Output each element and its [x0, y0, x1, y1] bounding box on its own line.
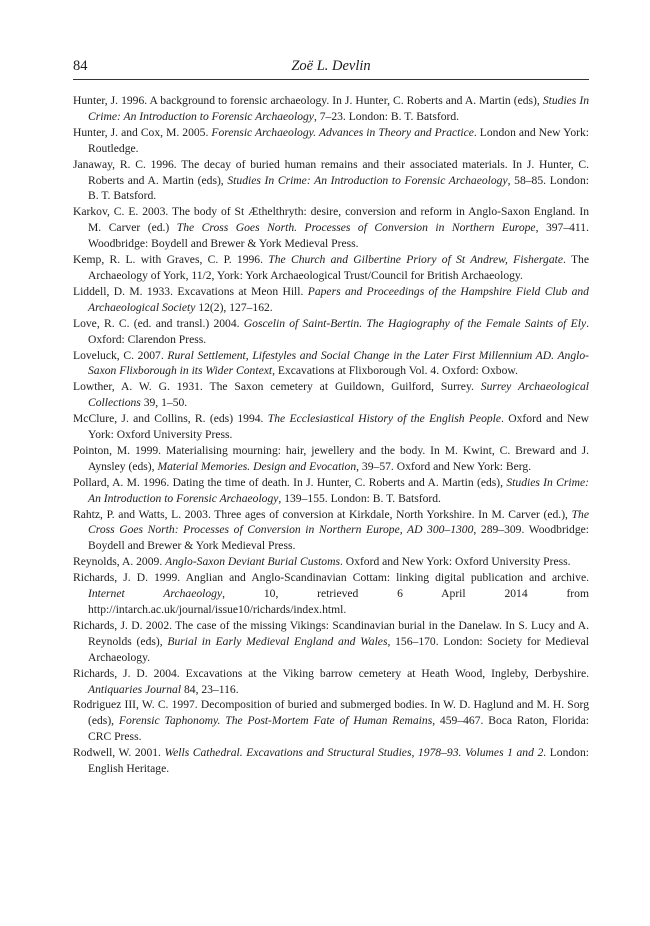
reference-text: , 139–155. London: B. T. Batsford.	[278, 491, 441, 505]
reference-text: . The Archaeology of York, 11/2, York: York Archaeological Trust/Council for British Archaeology.	[88, 253, 589, 282]
reference-text: 84, 23–116.	[181, 682, 239, 696]
reference-title: Studies In Crime: An Introduction to Forensic Archaeology	[88, 475, 589, 505]
reference-text: , Excavations at Flixborough Vol. 4. Oxford: Oxbow.	[272, 364, 518, 378]
reference-title: Material Memories. Design and Evocation	[157, 459, 357, 473]
header-rule	[73, 79, 589, 80]
reference-entry	[73, 252, 589, 284]
reference-title: Papers and Proceedings of the Hampshire Field Club and Archaeological Society	[88, 284, 589, 314]
reference-text: Pollard, A. M. 1996. Dating the time of death. In J. Hunter, C. Roberts and A. Martin (eds),	[73, 475, 507, 489]
reference-title: Wells Cathedral. Excavations and Structural Studies, 1978–93. Volumes 1 and 2	[164, 746, 544, 760]
running-head: Zoë L. Devlin	[291, 58, 371, 74]
reference-text: Love, R. C. (ed. and transl.) 2004.	[73, 316, 244, 330]
reference-title: Studies In Crime: An Introduction to Forensic Archaeology	[227, 173, 508, 187]
reference-text: Pointon, M. 1999. Materialising mourning: hair, jewellery and the body. In M. Kwint, C. Breward and J. Aynsley (eds),	[73, 443, 589, 473]
reference-title: Forensic Archaeology. Advances in Theory and Practice	[211, 125, 474, 139]
reference-entry	[73, 157, 589, 205]
reference-entry	[73, 204, 589, 252]
reference-title: Studies In Crime: An Introduction to Forensic Archaeology	[88, 94, 589, 123]
reference-text: 12(2), 127–162.	[195, 300, 273, 314]
reference-entry	[73, 507, 589, 555]
reference-title: Antiquaries Journal	[88, 682, 182, 696]
reference-entry	[73, 348, 589, 380]
reference-text: , 58–85. London: B. T. Batsford.	[88, 173, 589, 203]
reference-entry	[73, 379, 589, 411]
reference-text: Lowther, A. W. G. 1931. The Saxon cemetery at Guildown, Guilford, Surrey.	[73, 380, 481, 394]
reference-entry	[73, 554, 589, 570]
reference-text: . Oxford and New York: Oxford University Press.	[339, 555, 571, 569]
reference-text: Richards, J. D. 2004. Excavations at the Viking barrow cemetery at Heath Wood, Ingleby, Derbyshire.	[73, 666, 589, 680]
reference-text: Rodwell, W. 2001.	[73, 746, 165, 760]
reference-title: The Church and Gilbertine Priory of St Andrew, Fishergate	[268, 253, 563, 267]
reference-title: The Cross Goes North. Processes of Conversion in Northern Europe	[176, 221, 536, 235]
reference-entry	[73, 411, 589, 443]
reference-text: McClure, J. and Collins, R. (eds) 1994.	[73, 412, 268, 426]
reference-text: Rahtz, P. and Watts, L. 2003. Three ages of conversion at Kirkdale, North Yorkshire. In M. Carver (ed.),	[73, 507, 572, 521]
reference-title: Internet Archaeology	[88, 587, 223, 601]
reference-text: Hunter, J. 1996. A background to forensic archaeology. In J. Hunter, C. Roberts and A. Martin (eds),	[73, 94, 543, 107]
reference-text: 39, 1–50.	[140, 396, 188, 410]
reference-entry	[73, 93, 589, 125]
reference-text: Karkov, C. E. 2003. The body of St Æthelthryth: desire, conversion and reform in Anglo-Saxon England. In M. Carver (ed.)	[73, 205, 589, 235]
reference-text: . Oxford: Clarendon Press.	[88, 316, 589, 346]
reference-text: Richards, J. D. 1999. Anglian and Anglo-Scandinavian Cottam: linking digital publication and archive.	[73, 571, 589, 585]
reference-text: Kemp, R. L. with Graves, C. P. 1996.	[73, 253, 269, 267]
reference-title: Goscelin of Saint-Bertin. The Hagiography of the Female Saints of Ely	[243, 316, 587, 330]
reference-text: Liddell, D. M. 1933. Excavations at Meon Hill.	[73, 284, 308, 298]
reference-entry	[73, 570, 589, 618]
reference-entry	[73, 618, 589, 666]
reference-text: , 397–411. Woodbridge: Boydell and Brewer & York Medieval Press.	[88, 221, 589, 251]
reference-text: , 459–467. Boca Raton, Florida: CRC Press.	[88, 714, 589, 744]
reference-entry	[73, 443, 589, 475]
reference-title: The Ecclesiastical History of the English People	[267, 412, 502, 426]
reference-text: Loveluck, C. 2007.	[73, 348, 168, 362]
reference-title: The Cross Goes North: Processes of Conversion in Northern Europe, AD 300–1300	[88, 507, 589, 537]
reference-entry	[73, 697, 589, 745]
reference-title: Burial in Early Medieval England and Wales	[167, 634, 388, 648]
reference-text: Hunter, J. and Cox, M. 2005.	[73, 125, 212, 139]
reference-entry	[73, 666, 589, 698]
reference-entry	[73, 316, 589, 348]
reference-text: , 156–170. London: Society for Medieval Archaeology.	[88, 634, 590, 664]
reference-title: Forensic Taphonomy. The Post-Mortem Fate of Human Remains	[118, 714, 433, 728]
reference-text: , 10, retrieved 6 April 2014 from http://intarch.ac.uk/journal/issue10/richards/index.html.	[88, 587, 589, 616]
reference-text: Janaway, R. C. 1996. The decay of buried human remains and their associated materials. In J. Hunter, C. Roberts and A. Martin (eds),	[73, 157, 589, 187]
reference-entry	[73, 125, 589, 157]
reference-text: , 39–57. Oxford and New York: Berg.	[356, 459, 532, 473]
reference-entry	[73, 284, 589, 316]
reference-text: , 7–23. London: B. T. Batsford.	[313, 109, 460, 123]
page-header	[73, 56, 589, 76]
reference-text: Rodriguez III, W. C. 1997. Decomposition of buried and submerged bodies. In W. D. Haglund and M. H. Sorg (eds),	[73, 698, 589, 728]
reference-text: . London and New York: Routledge.	[88, 125, 590, 155]
reference-text: Reynolds, A. 2009.	[73, 555, 166, 569]
reference-text: . Oxford and New York: Oxford University Press.	[88, 412, 590, 442]
reference-text: Richards, J. D. 2002. The case of the missing Vikings: Scandinavian burial in the Danelaw. In S. Lucy and A. Reynolds (eds),	[73, 618, 589, 648]
reference-list	[73, 93, 589, 777]
reference-text: , 289–309. Woodbridge: Boydell and Brewer & York Medieval Press.	[88, 523, 589, 553]
page-number: 84	[73, 58, 88, 74]
reference-entry	[73, 745, 589, 777]
reference-entry	[73, 475, 589, 507]
reference-text: . London: English Heritage.	[88, 746, 589, 776]
reference-title: Rural Settlement, Lifestyles and Social Change in the Later First Millennium AD. Anglo-Saxon Flixborough in its Wider Context	[88, 348, 590, 378]
reference-title: Anglo-Saxon Deviant Burial Customs	[165, 555, 340, 569]
reference-title: Surrey Archaeological Collections	[88, 380, 589, 410]
